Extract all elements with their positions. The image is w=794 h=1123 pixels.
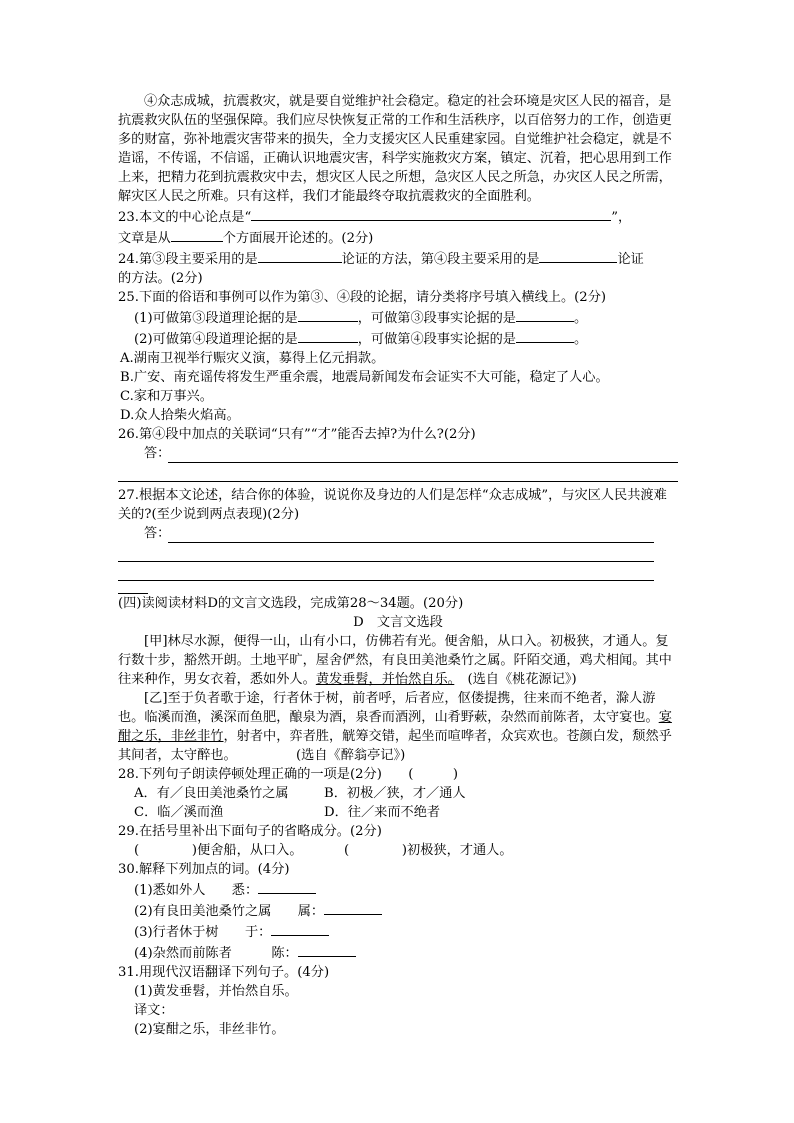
q30-item-1-text: (1)悉如外人 悉： [134,883,259,898]
q27-answer-line-1[interactable] [168,524,654,543]
yi-source: (选自《醉翁亭记》) [296,748,406,763]
q28-option-b: B．初极／狭，才／通人 [324,786,466,801]
q25-l2-text: (2)可做第④段道理论据的是 [134,332,298,347]
question-29: 29.在括号里补出下面句子的省略成分。(2分) [118,824,382,839]
jia-underlined: 黄发垂髫，并怡然自乐。 [315,672,455,687]
question-26: 26.第④段中加点的关联词“只有”“才”能否去掉?为什么?(2分) [118,427,476,442]
q25-option-b: B.广安、南充谣传将发生严重余震，地震局新闻发布会证实不大可能，稳定了人心。 [120,370,609,385]
q23-text: 23.本文的中心论点是“ [118,210,252,225]
q27-answer-row [118,524,678,543]
q26-answer-line-2[interactable] [118,463,678,482]
q25-line-1 [118,307,678,328]
q25-blank-2[interactable] [516,307,574,322]
q25-l1-text: (1)可做第③段道理论据的是 [134,311,298,326]
q30-item-2-text: (2)有良田美池桑竹之属 属： [134,904,325,919]
q30-item-3 [118,921,678,942]
q24-text: 24.第③段主要采用的是 [118,252,258,267]
q31-translation-label: 译文： [134,1003,174,1018]
q30-blank-4[interactable] [298,942,356,957]
q31-sentence-1: (1)黄发垂髫，并怡然自乐。 [134,984,298,999]
q23-blank-2[interactable] [171,227,223,242]
q28-option-d: D．往／来而不绝者 [324,805,441,820]
question-25: 25.下面的俗语和事例可以作为第③、④段的论据，请分类将序号填入横线上。(2分) [118,290,607,305]
question-24 [118,248,678,269]
yi-text-2: ，射者中，弈者胜，觥筹交错，起坐而喧哗者，众宾欢也。苍颜白发，颓然乎其间者，太守醉也。 [118,729,672,763]
q27-answer-line-4[interactable] [118,581,148,594]
q25-option-d: D.众人拾柴火焰高。 [120,408,240,423]
q28-options-row-1 [118,784,678,803]
q28-option-a: A．有／良田美池桑竹之属 [134,786,289,801]
question-24-line2: 的方法。(2分) [118,271,203,286]
passage-paragraph-4: ④众志成城，抗震救灾，就是要自觉维护社会稳定。稳定的社会环境是灾区人民的福音，是抗震救灾队伍的坚强保障。我们应尽快恢复正常的工作和生活秩序，以百倍努力的工作，创造更多的财富，弥补地震灾害带来的损失，全力支援灾区人民重建家园。自觉维护社会稳定，就是不造谣，不传谣，不信谣，正确认识地震灾害，科学实施救灾方案，镇定、沉着，把心思用到工作上来，把精力花到抗震救灾中去，想灾区人民之所想，急灾区人民之所急，办灾区人民之所需，解灾区人民之所难。只有这样，我们才能最终夺取抗震救灾的全面胜利。 [118,94,672,204]
q30-blank-3[interactable] [271,921,329,936]
yi-text: [乙]至于负者歌于途，行者休于树，前者呼，后者应，伛偻提携，往来而不绝者，滁人游也。临溪而渔，溪深而鱼肥，酿泉为酒，泉香而酒洌，山肴野蔌，杂然而前陈者，太守宴也。 [118,691,659,725]
q27-answer-line-3[interactable] [118,562,654,581]
q25-line-2 [118,328,678,349]
passage-yi [118,689,678,765]
q27-answer-label: 答： [144,526,171,541]
jia-text: [甲]林尽水源，便得一山，山有小口，仿佛若有光。便舍船，从口入。初极狭，才通人。复行数十步，豁然开朗。土地平旷，屋舍俨然，有良田美池桑竹之属。阡陌交通，鸡犬相闻。其中往来种作，男女衣着，悉如外人。 [118,634,672,687]
material-d-title: D 文言文选段 [353,615,443,630]
q24-blank-2[interactable] [539,248,617,263]
q23-text-3: 个方面展开论述的。(2分) [222,231,374,246]
q23-blank-1[interactable] [251,206,611,221]
question-23 [118,206,678,227]
q25-l2-text2: ，可做第④段事实论据的是 [357,332,516,347]
q30-item-2 [118,900,678,921]
q28-option-c: C．临／溪而渔 [134,805,224,820]
q25-blank-1[interactable] [298,307,358,322]
q30-item-1 [118,879,678,900]
yi-underlined: 宴酣之乐，非丝非竹 [118,710,672,744]
q25-option-a: A.湖南卫视举行赈灾义演，募得上亿元捐款。 [120,351,385,366]
q26-answer-row [118,444,678,463]
q23-text-end: ”， [611,210,632,225]
question-28: 28.下列句子朗读停顿处理正确的一项是(2分) ( ) [118,767,459,782]
q26-answer-label: 答： [144,446,171,461]
q30-blank-2[interactable] [324,900,382,915]
q27-answer-line-2[interactable] [118,543,654,562]
question-31: 31.用现代汉语翻译下列句子。(4分) [118,965,330,980]
q25-blank-3[interactable] [298,328,358,343]
q29-blank-2[interactable]: ( )初极狭，才通人。 [344,843,513,858]
q30-blank-1[interactable] [258,879,316,894]
q25-l1-text2: ，可做第③段事实论据的是 [357,311,516,326]
q28-options-row-2 [118,803,678,822]
q25-option-c: C.家和万事兴。 [120,389,213,404]
q23-text-2: 文章是从 [118,231,171,246]
q30-item-4 [118,942,678,963]
jia-source: (选自《桃花源记》) [467,672,577,687]
q25-blank-4[interactable] [516,328,574,343]
section-4-heading: (四)读阅读材料D的文言文选段，完成第28～34题。(20分) [118,596,464,611]
q24-text-2: 论证的方法，第④段主要采用的是 [341,252,540,267]
q30-item-4-text: (4)杂然而前陈者 陈： [134,946,298,961]
q30-item-3-text: (3)行者休于树 于： [134,925,272,940]
question-23-line2 [118,227,678,248]
q29-blank-1[interactable]: ( )便舍船，从口入。 [134,843,303,858]
q26-answer-line-1[interactable] [168,444,678,463]
question-30: 30.解释下列加点的词。(4分) [118,862,290,877]
question-27: 27.根据本文论述，结合你的体验，说说你及身边的人们是怎样“众志成城”，与灾区人民共渡难关的?(至少说到两点表现)(2分) [118,488,667,522]
exam-page [118,92,678,1039]
q25-l1-end: 。 [574,311,588,326]
q31-sentence-2: (2)宴酣之乐，非丝非竹。 [134,1022,285,1037]
q24-blank-1[interactable] [258,248,342,263]
q24-text-3: 论证 [617,252,644,267]
passage-jia [118,632,678,689]
q25-l2-end: 。 [574,332,588,347]
q29-row [118,841,678,860]
